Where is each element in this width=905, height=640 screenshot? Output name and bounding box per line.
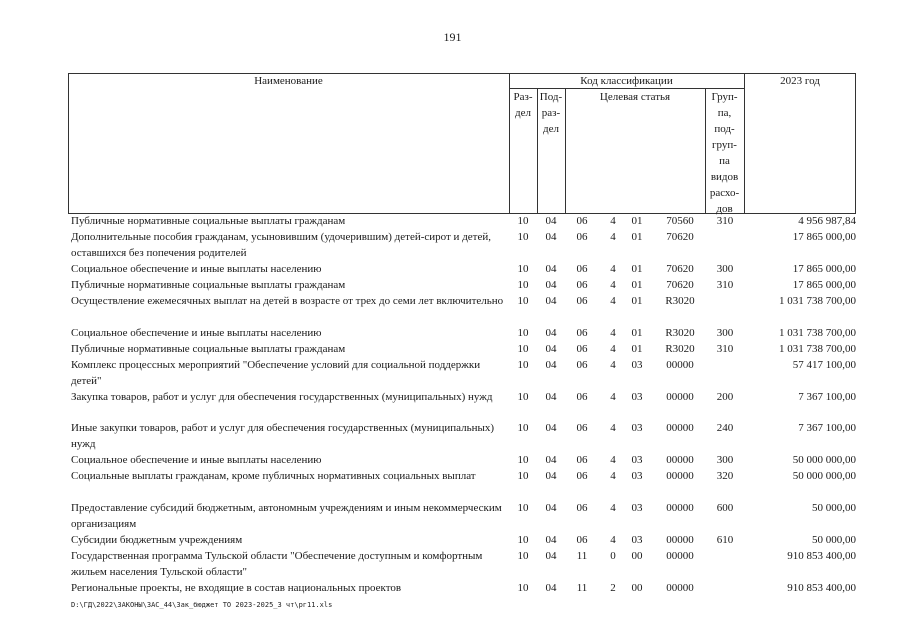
section-code: 10 [517, 327, 529, 339]
subsection-code: 04 [545, 231, 557, 243]
expense-type-code: 300 [716, 263, 734, 275]
amount-2023: 7 367 100,00 [798, 422, 856, 434]
expense-type-code: 600 [716, 502, 734, 514]
section-code: 10 [517, 422, 529, 434]
program-code: 06 [576, 295, 588, 307]
direction-code: 00000 [666, 582, 694, 594]
event-code: 03 [631, 502, 643, 514]
direction-code: 70620 [666, 263, 694, 275]
expense-type-code: 310 [716, 343, 734, 355]
subsection-code: 04 [545, 582, 557, 594]
subsection-code: 04 [545, 263, 557, 275]
subsection-code: 04 [545, 470, 557, 482]
program-code: 06 [576, 470, 588, 482]
subprogram-code: 2 [610, 582, 616, 594]
row-name: Субсидии бюджетным учреждениям [71, 534, 243, 546]
direction-code: 00000 [666, 470, 694, 482]
amount-2023: 50 000 000,00 [792, 454, 856, 466]
subprogram-code: 4 [610, 534, 616, 546]
row-name: Предоставление субсидий бюджетным, автономным учреждениям и иным некоммерческим организациям [71, 502, 502, 530]
program-code: 06 [576, 502, 588, 514]
table-row [0, 229, 905, 261]
amount-2023: 1 031 738 700,00 [779, 295, 856, 307]
amount-2023: 57 417 100,00 [792, 359, 856, 371]
row-name: Социальное обеспечение и иные выплаты населению [71, 263, 322, 275]
program-code: 06 [576, 359, 588, 371]
subsection-code: 04 [545, 391, 557, 403]
program-code: 06 [576, 327, 588, 339]
table-row [0, 500, 905, 532]
row-name: Осуществление ежемесячных выплат на детей в возрасте от трех до семи лет включительно [71, 295, 504, 307]
program-code: 06 [576, 422, 588, 434]
section-code: 10 [517, 279, 529, 291]
amount-2023: 17 865 000,00 [792, 279, 856, 291]
header-group: Груп- па, под- груп- па видов расхо- дов [709, 91, 740, 215]
subprogram-code: 4 [610, 422, 616, 434]
subsection-code: 04 [545, 359, 557, 371]
subprogram-code: 4 [610, 295, 616, 307]
direction-code: 00000 [666, 534, 694, 546]
header-name: Наименование [254, 75, 323, 87]
subsection-code: 04 [545, 454, 557, 466]
table-row [0, 277, 905, 293]
row-name: Дополнительные пособия гражданам, усыновившим (удочерившим) детей-сирот и детей, оставшихся без попечения родителей [71, 231, 492, 259]
event-code: 03 [631, 454, 643, 466]
event-code: 03 [631, 359, 643, 371]
section-code: 10 [517, 502, 529, 514]
direction-code: 00000 [666, 391, 694, 403]
expense-type-code: 320 [716, 470, 734, 482]
expense-type-code: 240 [716, 422, 734, 434]
section-code: 10 [517, 391, 529, 403]
subsection-code: 04 [545, 422, 557, 434]
event-code: 03 [631, 391, 643, 403]
table-row [0, 389, 905, 420]
event-code: 01 [631, 263, 643, 275]
direction-code: 00000 [666, 454, 694, 466]
amount-2023: 910 853 400,00 [787, 582, 856, 594]
subprogram-code: 4 [610, 263, 616, 275]
subprogram-code: 4 [610, 343, 616, 355]
header-target: Целевая статья [599, 91, 671, 103]
amount-2023: 7 367 100,00 [798, 391, 856, 403]
subprogram-code: 4 [610, 502, 616, 514]
subsection-code: 04 [545, 295, 557, 307]
section-code: 10 [517, 534, 529, 546]
table-row [0, 580, 905, 596]
subsection-code: 04 [545, 550, 557, 562]
event-code: 01 [631, 327, 643, 339]
table-row [0, 548, 905, 580]
amount-2023: 4 956 987,84 [798, 215, 856, 227]
event-code: 00 [631, 550, 643, 562]
program-code: 06 [576, 231, 588, 243]
direction-code: R3020 [665, 295, 695, 307]
direction-code: R3020 [665, 343, 695, 355]
amount-2023: 50 000 000,00 [792, 470, 856, 482]
program-code: 06 [576, 263, 588, 275]
section-code: 10 [517, 215, 529, 227]
header-code: Код классификации [580, 75, 673, 87]
file-path-footer: D:\ГД\2022\ЗАКОНЫ\ЗАС_44\Зак_бюджет ТО 2023-2025_3 чт\рг11.xls [71, 601, 333, 609]
subsection-code: 04 [545, 343, 557, 355]
direction-code: 00000 [666, 359, 694, 371]
event-code: 01 [631, 295, 643, 307]
table-row [0, 452, 905, 468]
row-name: Социальное обеспечение и иные выплаты населению [71, 327, 322, 339]
row-name: Иные закупки товаров, работ и услуг для обеспечения государственных (муниципальных) нужд [71, 422, 495, 450]
expense-type-code: 610 [716, 534, 734, 546]
section-code: 10 [517, 582, 529, 594]
expense-type-code: 310 [716, 279, 734, 291]
direction-code: 70560 [666, 215, 694, 227]
expense-type-code: 310 [716, 215, 734, 227]
amount-2023: 910 853 400,00 [787, 550, 856, 562]
row-name: Региональные проекты, не входящие в состав национальных проектов [71, 582, 402, 594]
section-code: 10 [517, 263, 529, 275]
row-name: Публичные нормативные социальные выплаты гражданам [71, 279, 346, 291]
table-row [0, 213, 905, 229]
section-code: 10 [517, 295, 529, 307]
section-code: 10 [517, 359, 529, 371]
section-code: 10 [517, 470, 529, 482]
direction-code: 00000 [666, 502, 694, 514]
amount-2023: 17 865 000,00 [792, 231, 856, 243]
subsection-code: 04 [545, 215, 557, 227]
program-code: 06 [576, 343, 588, 355]
subprogram-code: 4 [610, 231, 616, 243]
section-code: 10 [517, 231, 529, 243]
row-name: Публичные нормативные социальные выплаты гражданам [71, 215, 346, 227]
subprogram-code: 4 [610, 359, 616, 371]
amount-2023: 50 000,00 [812, 502, 856, 514]
direction-code: 00000 [666, 550, 694, 562]
header-year: 2023 год [780, 75, 820, 87]
section-code: 10 [517, 343, 529, 355]
direction-code: 00000 [666, 422, 694, 434]
table-row [0, 293, 905, 325]
subprogram-code: 4 [610, 391, 616, 403]
event-code: 01 [631, 215, 643, 227]
page-number: 191 [443, 30, 462, 44]
table-row [0, 341, 905, 357]
subprogram-code: 0 [610, 550, 616, 562]
subsection-code: 04 [545, 279, 557, 291]
table-row [0, 325, 905, 341]
subprogram-code: 4 [610, 454, 616, 466]
subsection-code: 04 [545, 534, 557, 546]
expense-type-code: 300 [716, 327, 734, 339]
subprogram-code: 4 [610, 215, 616, 227]
subsection-code: 04 [545, 502, 557, 514]
subprogram-code: 4 [610, 470, 616, 482]
direction-code: 70620 [666, 279, 694, 291]
event-code: 01 [631, 279, 643, 291]
event-code: 03 [631, 470, 643, 482]
event-code: 03 [631, 534, 643, 546]
section-code: 10 [517, 550, 529, 562]
table-row [0, 468, 905, 500]
table-row [0, 420, 905, 452]
row-name: Государственная программа Тульской области "Обеспечение доступным и комфортным жильем населения Тульской области" [71, 550, 483, 578]
expense-type-code: 300 [716, 454, 734, 466]
subprogram-code: 4 [610, 279, 616, 291]
program-code: 06 [576, 279, 588, 291]
program-code: 06 [576, 391, 588, 403]
program-code: 11 [576, 550, 588, 562]
header-section: Раз- дел [513, 91, 533, 119]
event-code: 01 [631, 231, 643, 243]
expense-type-code: 200 [716, 391, 734, 403]
amount-2023: 17 865 000,00 [792, 263, 856, 275]
subprogram-code: 4 [610, 327, 616, 339]
event-code: 03 [631, 422, 643, 434]
amount-2023: 50 000,00 [812, 534, 856, 546]
event-code: 00 [631, 582, 643, 594]
row-name: Комплекс процессных мероприятий "Обеспечение условий для социальной поддержки детей" [71, 359, 481, 387]
row-name: Закупка товаров, работ и услуг для обеспечения государственных (муниципальных) нужд [71, 391, 493, 403]
row-name: Социальное обеспечение и иные выплаты населению [71, 454, 322, 466]
program-code: 06 [576, 454, 588, 466]
table-row [0, 261, 905, 277]
header-subsection: Под- раз- дел [539, 91, 563, 135]
subsection-code: 04 [545, 327, 557, 339]
direction-code: 70620 [666, 231, 694, 243]
program-code: 11 [576, 582, 588, 594]
event-code: 01 [631, 343, 643, 355]
table-row [0, 532, 905, 548]
direction-code: R3020 [665, 327, 695, 339]
section-code: 10 [517, 454, 529, 466]
program-code: 06 [576, 215, 588, 227]
table-row [0, 357, 905, 389]
program-code: 06 [576, 534, 588, 546]
amount-2023: 1 031 738 700,00 [779, 343, 856, 355]
amount-2023: 1 031 738 700,00 [779, 327, 856, 339]
row-name: Публичные нормативные социальные выплаты гражданам [71, 343, 346, 355]
row-name: Социальные выплаты гражданам, кроме публичных нормативных социальных выплат [71, 470, 476, 482]
